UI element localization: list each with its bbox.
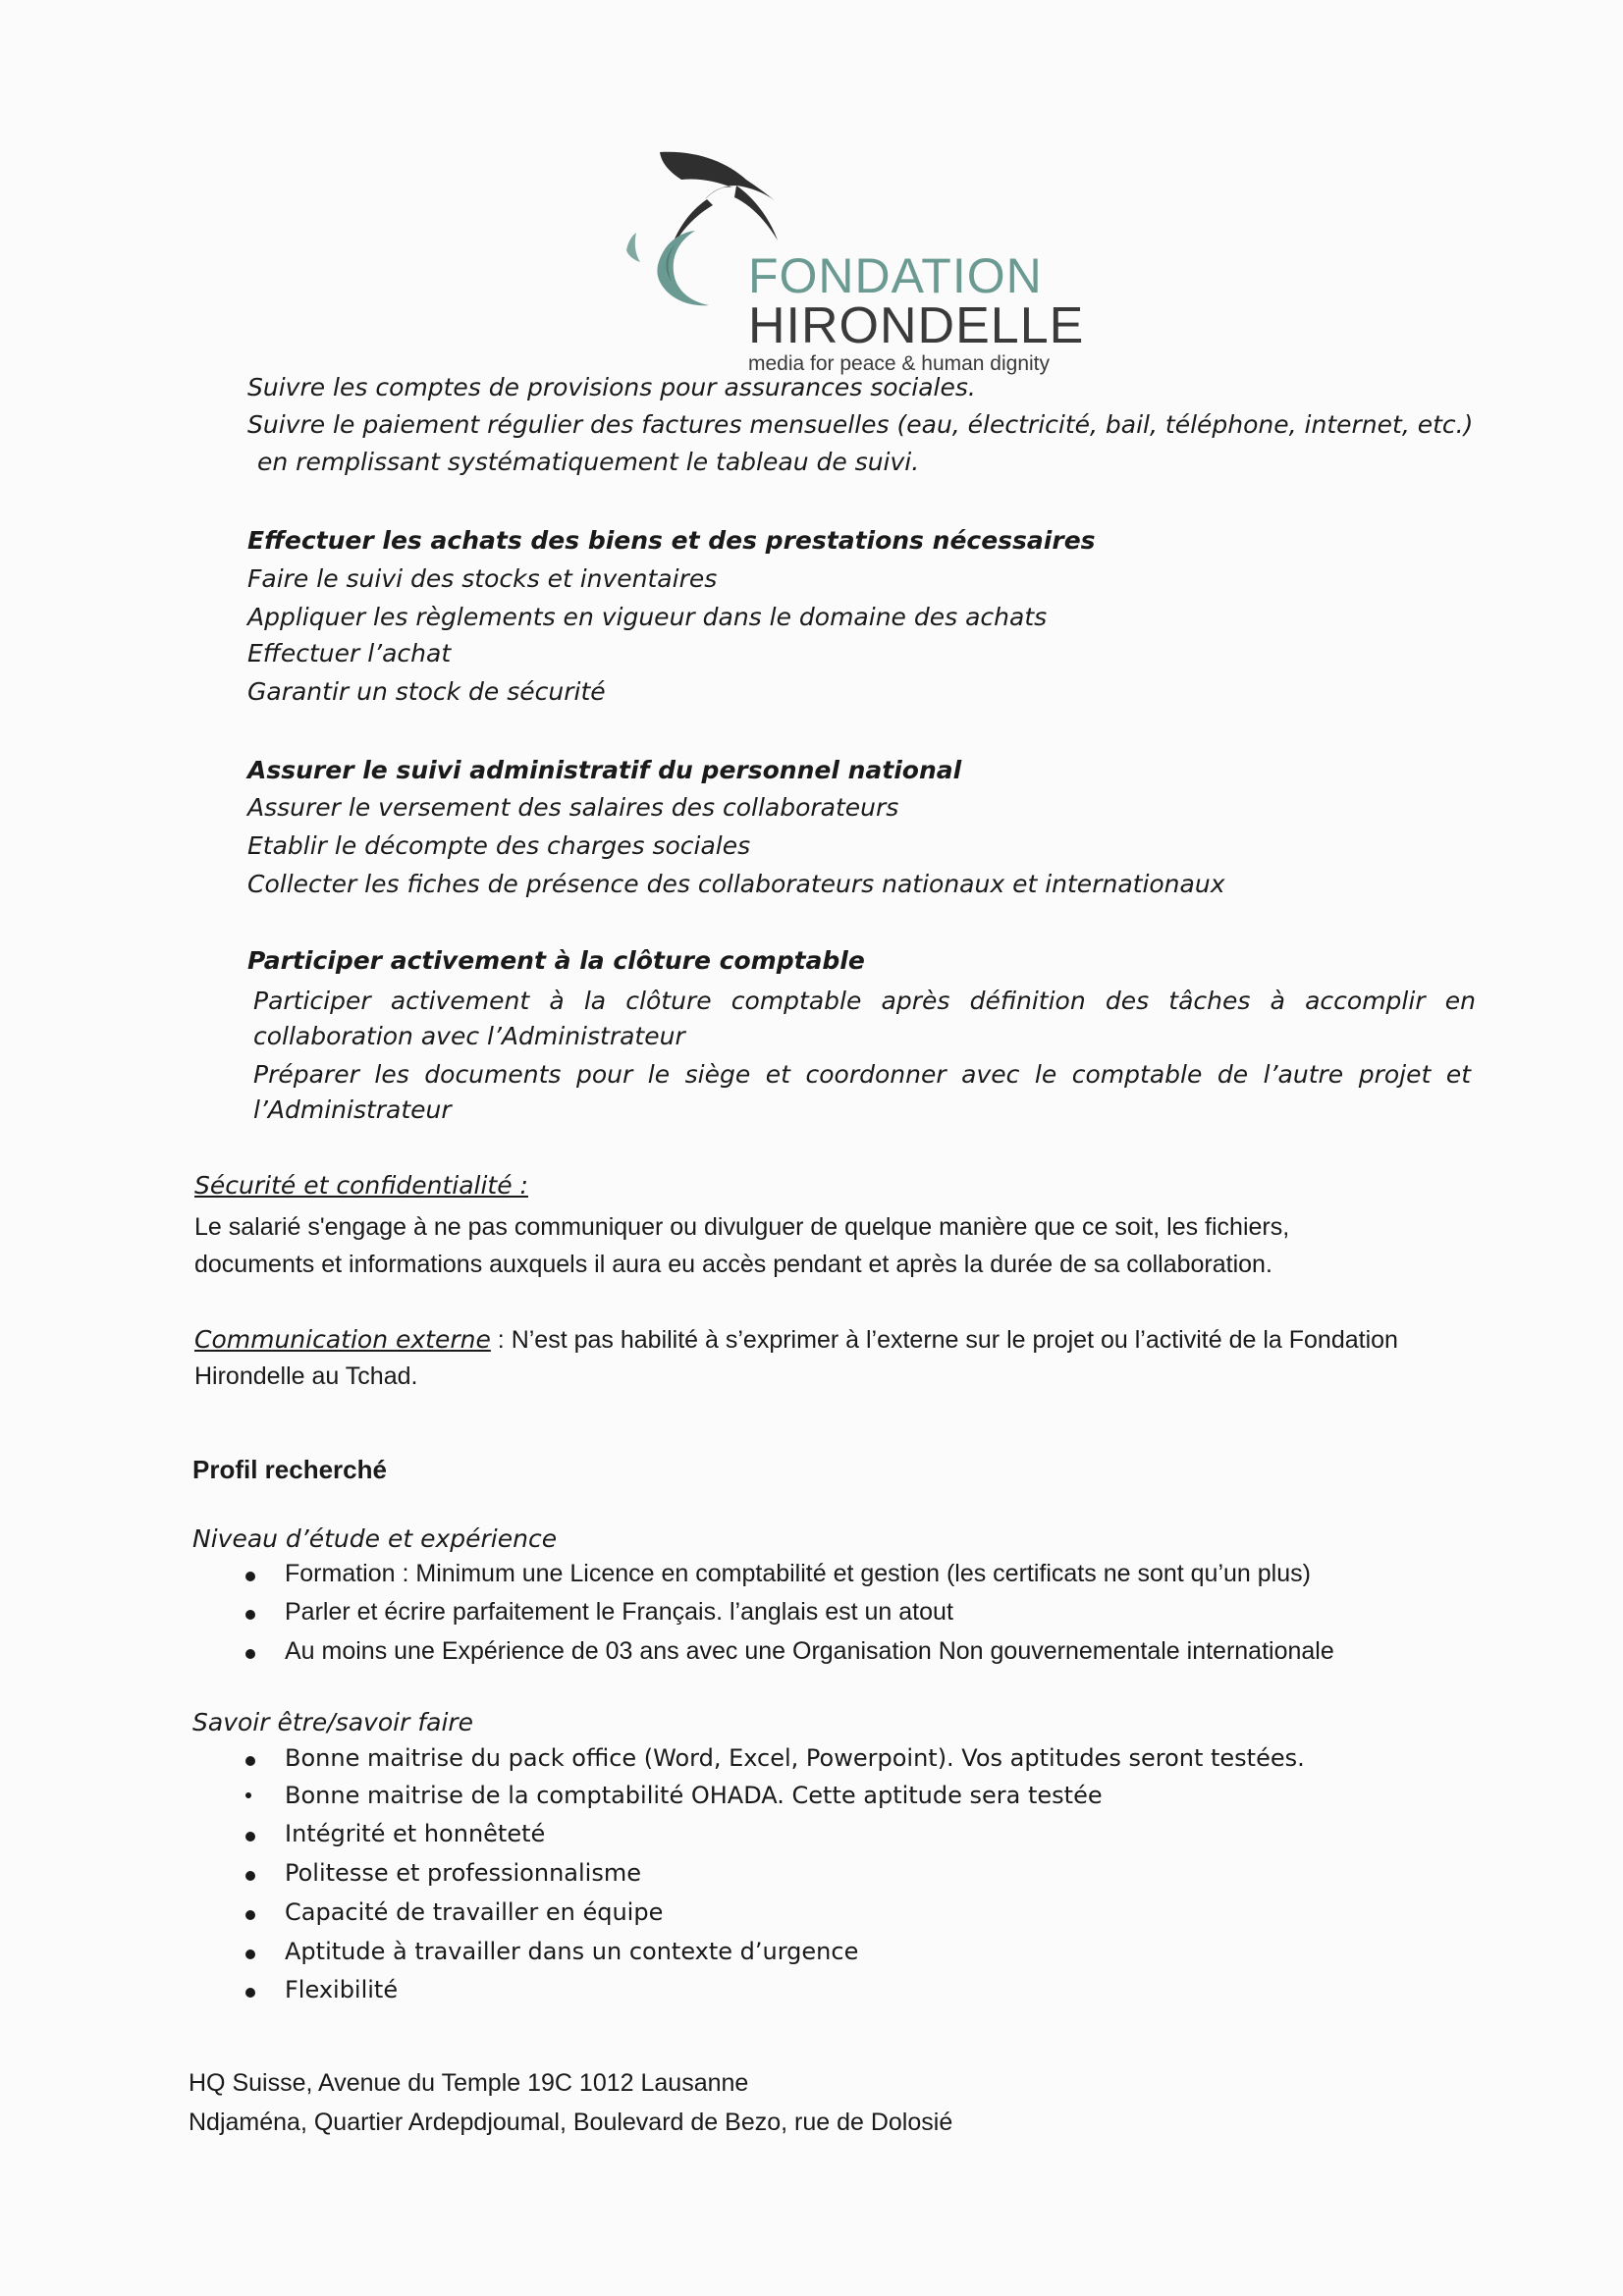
niveau-title: Niveau d’étude et expérience bbox=[192, 1524, 558, 1553]
savoir-item: Bonne maitrise du pack office (Word, Excel, Powerpoint). Vos aptitudes seront testées. bbox=[285, 1744, 1305, 1772]
securite-line-1: Le salarié s'engage à ne pas communiquer ou divulguer de quelque manière que ce soit, les fichiers, bbox=[194, 1213, 1290, 1241]
logo-line-hirondelle: HIRONDELLE bbox=[748, 297, 1085, 354]
bullet-icon bbox=[245, 1649, 255, 1659]
section-item: Appliquer les règlements en vigueur dans le domaine des achats bbox=[247, 603, 1048, 631]
bullet-icon bbox=[245, 1792, 251, 1798]
section-item: collaboration avec l’Administrateur bbox=[253, 1022, 685, 1050]
communication-line-2: Hirondelle au Tchad. bbox=[194, 1362, 418, 1390]
address-line-2: Ndjaména, Quartier Ardepdjoumal, Boulevard de Bezo, rue de Dolosié bbox=[189, 2109, 953, 2136]
bullet-icon bbox=[245, 1832, 255, 1842]
niveau-item: Formation : Minimum une Licence en comptabilité et gestion (les certificats ne sont qu’un plus) bbox=[285, 1560, 1311, 1587]
section-item: Assurer le versement des salaires des collaborateurs bbox=[247, 793, 899, 822]
section-item: Effectuer l’achat bbox=[247, 639, 452, 667]
savoir-title: Savoir être/savoir faire bbox=[192, 1708, 474, 1736]
section-item: l’Administrateur bbox=[253, 1095, 452, 1124]
logo-tagline: media for peace & human dignity bbox=[748, 352, 1051, 375]
section-heading-achats: Effectuer les achats des biens et des prestations nécessaires bbox=[247, 526, 1096, 555]
section-heading-personnel: Assurer le suivi administratif du personnel national bbox=[247, 756, 962, 784]
bullet-icon bbox=[245, 1910, 255, 1920]
bullet-icon bbox=[245, 1610, 255, 1620]
savoir-item: Capacité de travailler en équipe bbox=[285, 1898, 664, 1926]
swoosh-icon bbox=[657, 231, 709, 305]
section-item: Garantir un stock de sécurité bbox=[247, 677, 606, 706]
bullet-icon bbox=[245, 1756, 255, 1766]
swallow-icon bbox=[660, 152, 778, 240]
intro-line-3: en remplissant systématiquement le tableau de suivi. bbox=[257, 448, 920, 476]
section-item: Préparer les documents pour le siège et coordonner avec le comptable de l’autre projet et bbox=[253, 1060, 1471, 1089]
securite-line-2: documents et informations auxquels il aura eu accès pendant et après la durée de sa collaboration. bbox=[194, 1251, 1272, 1278]
communication-paragraph bbox=[194, 1325, 1398, 1355]
securite-title: Sécurité et confidentialité : bbox=[194, 1171, 528, 1200]
section-item: Collecter les fiches de présence des collaborateurs nationaux et internationaux bbox=[247, 870, 1225, 898]
profil-title: Profil recherché bbox=[192, 1455, 387, 1484]
section-heading-cloture: Participer activement à la clôture comptable bbox=[247, 946, 865, 975]
niveau-item: Au moins une Expérience de 03 ans avec une Organisation Non gouvernementale internationale bbox=[285, 1637, 1334, 1665]
communication-line-1: : N’est pas habilité à s’exprimer à l’externe sur le projet ou l’activité de la Fondation bbox=[490, 1326, 1398, 1354]
savoir-item: Politesse et professionnalisme bbox=[285, 1859, 641, 1887]
niveau-item: Parler et écrire parfaitement le Français. l’anglais est un atout bbox=[285, 1598, 953, 1626]
bullet-icon bbox=[245, 1988, 255, 1998]
logo-wordmark bbox=[748, 250, 1084, 376]
logo-line-fondation: FONDATION bbox=[748, 248, 1043, 303]
communication-title: Communication externe bbox=[194, 1325, 491, 1354]
bullet-icon bbox=[245, 1572, 255, 1581]
bullet-icon bbox=[245, 1871, 255, 1881]
address-line-1: HQ Suisse, Avenue du Temple 19C 1012 Lausanne bbox=[189, 2069, 749, 2097]
bullet-icon bbox=[245, 1949, 255, 1959]
savoir-item: Bonne maitrise de la comptabilité OHADA. Cette aptitude sera testée bbox=[285, 1782, 1103, 1809]
section-item: Faire le suivi des stocks et inventaires bbox=[247, 564, 718, 593]
savoir-item: Flexibilité bbox=[285, 1976, 399, 2003]
savoir-item: Intégrité et honnêteté bbox=[285, 1820, 546, 1847]
savoir-item: Aptitude à travailler dans un contexte d’urgence bbox=[285, 1938, 859, 1965]
section-item: Participer activement à la clôture comptable après définition des tâches à accomplir en bbox=[253, 987, 1476, 1015]
section-item: Etablir le décompte des charges sociales bbox=[247, 831, 751, 860]
intro-line-2: Suivre le paiement régulier des factures mensuelles (eau, électricité, bail, téléphone, internet, etc.) bbox=[247, 410, 1474, 439]
intro-line-1: Suivre les comptes de provisions pour assurances sociales. bbox=[247, 373, 976, 401]
